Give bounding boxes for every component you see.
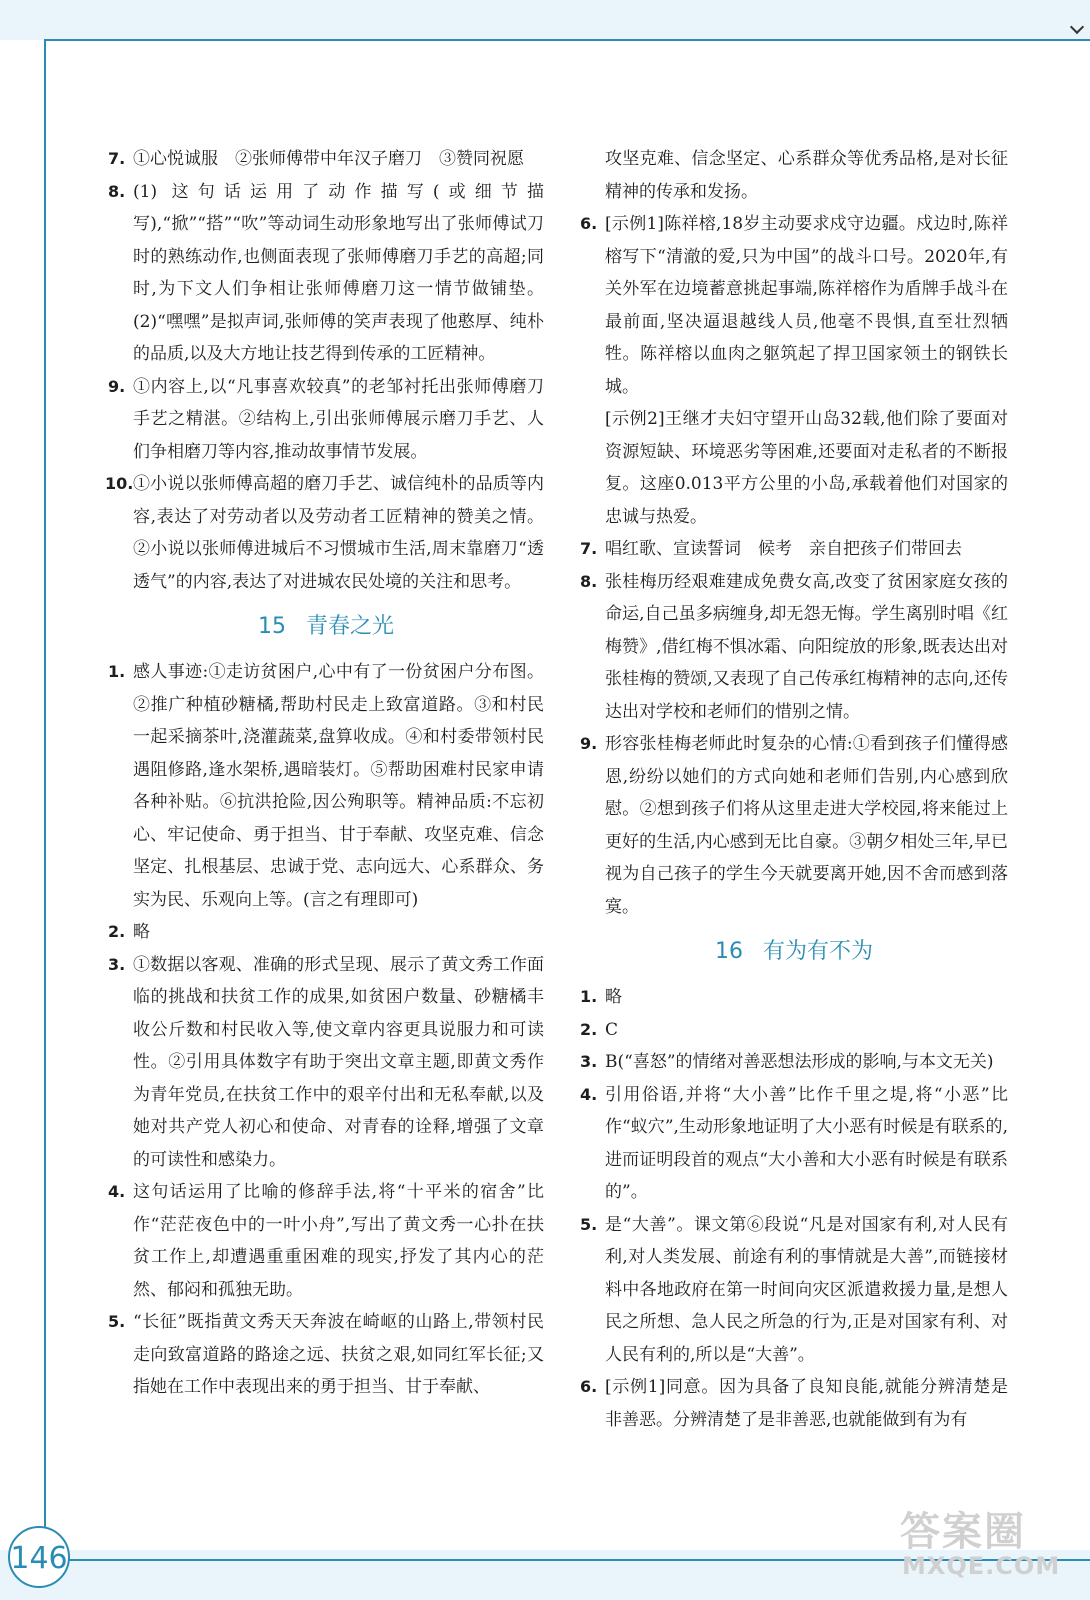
item-number: 2. — [108, 922, 126, 941]
item-number: 4. — [580, 1084, 598, 1104]
top-band — [0, 0, 1090, 40]
item-text: 略 — [605, 987, 622, 1007]
section-heading-15 — [108, 612, 544, 642]
item-text: ①内容上,以“凡事喜欢较真”的老邹衬托出张师傅磨刀手艺之精湛。②结构上,引出张师傅展示磨刀手艺、人们争相磨刀等内容,推动故事情节发展。 — [133, 376, 544, 462]
watermark-logo — [900, 1500, 1070, 1590]
answer-item — [108, 949, 544, 1177]
item-text: [示例1]同意。因为具备了良知良能,就能分辨清楚是非善恶。分辨清楚了是非善恶,也就能做到有为有 — [605, 1377, 1008, 1430]
item-number: 6. — [580, 214, 598, 233]
answer-item — [108, 143, 544, 176]
item-text: 感人事迹:①走访贫困户,心中有了一份贫困户分布图。②推广种植砂糖橘,帮助村民走上致富道路。③和村民一起采摘茶叶,浇灌蔬菜,盘算收成。④和村委带领村民遇阻修路,逢水架桥,遇暗装灯。⑤帮助困难村民家申请各种补贴。⑥抗洪抢险,因公殉职等。精神品质:不忘初心、牢记使命、勇于担当、甘于奉献、攻坚克难、信念坚定、扎根基层、忠诚于党、志向远大、心系群众、务实为民、乐观向上等。(言之有理即可) — [133, 662, 544, 910]
answer-item — [580, 1209, 1008, 1372]
item-number: 9. — [108, 376, 126, 396]
item-number: 8. — [580, 571, 598, 591]
item-text: “长征”既指黄文秀天天奔波在崎岖的山路上,带领村民走向致富道路的路途之远、扶贫之艰,如同红军长征;又指她在工作中表现出来的勇于担当、甘于奉献、 — [133, 1312, 544, 1397]
item-text: 是“大善”。课文第⑥段说“凡是对国家有利,对人民有利,对人类发展、前途有利的事情就是大善”,而链接材料中各地政府在第一时间向灾区派遣救援力量,是想人民之所想、急人民之所急的行为,正是对国家有利、对人民有利的,所以是“大善”。 — [605, 1214, 1008, 1365]
item-number: 7. — [108, 149, 126, 168]
item-number: 5. — [580, 1214, 598, 1234]
item-number: 6. — [580, 1377, 598, 1396]
item-number: 3. — [580, 1052, 598, 1071]
item-number: 1. — [580, 987, 598, 1006]
section-number: 16 — [714, 939, 743, 964]
item-text: 这句话运用了比喻的修辞手法,将“十平米的宿舍”比作“茫茫夜色中的一叶小舟”,写出了黄文秀一心扑在扶贫工作上,却遭遇重重困难的现实,抒发了其内心的茫然、郁闷和孤独无助。 — [133, 1182, 544, 1300]
left-border-line — [44, 39, 46, 1534]
section-title: 青春之光 — [305, 614, 394, 639]
answer-item — [108, 176, 544, 371]
answer-item — [580, 533, 1008, 566]
item-text: ①数据以客观、准确的形式呈现、展示了黄文秀工作面临的挑战和扶贫工作的成果,如贫困户数量、砂糖橘丰收公斤数和村民收入等,使文章内容更具说服力和可读性。②引用具体数字有助于突出文章主题,即黄文秀作为青年党员,在扶贫工作中的艰辛付出和无私奉献,以及她对共产党人初心和使命、对青春的诠释,增强了文章的可读性和感染力。 — [133, 954, 544, 1170]
item-text: B(“喜怒”的情绪对善恶想法形成的影响,与本文无关) — [605, 1052, 994, 1072]
left-column — [105, 143, 544, 1404]
section-number: 15 — [257, 614, 286, 639]
answer-item — [108, 656, 544, 916]
item-number: 4. — [108, 1182, 126, 1201]
continued-text: 攻坚克难、信念坚定、心系群众等优秀品格,是对长征精神的传承和发扬。 — [605, 149, 1008, 202]
watermark-text: 答案圈 — [900, 1509, 1026, 1555]
answer-item — [580, 566, 1008, 729]
watermark-url: MXQE.COM — [902, 1552, 1061, 1580]
item-number: 8. — [108, 181, 126, 201]
answer-item — [105, 468, 544, 598]
item-number: 5. — [108, 1312, 126, 1331]
answer-item — [108, 1176, 544, 1306]
page-number: 146 — [8, 1526, 70, 1588]
answer-item — [108, 916, 544, 949]
answer-item — [580, 728, 1008, 923]
item-number: 10. — [105, 474, 134, 493]
item-text: (1) 这句话运用了动作描写(或细节描写),“掀”“搭”“吹”等动词生动形象地写出了张师傅试刀时的熟练动作,也侧面表现了张师傅磨刀手艺的高超;同时,为下文人们争相让张师傅磨刀这一情节做铺垫。(2)“嘿嘿”是拟声词,张师傅的笑声表现了他憨厚、纯朴的品质,以及大方地让技艺得到传承的工匠精神。 — [133, 181, 544, 364]
item-number: 7. — [580, 539, 598, 558]
item-text: 引用俗语,并将“大小善”比作千里之堤,将“小恶”比作“蚁穴”,生动形象地证明了大小恶有时候是有联系的,进而证明段首的观点“大小善和大小恶有时候是有联系的”。 — [605, 1084, 1008, 1202]
item-text: 形容张桂梅老师此时复杂的心情:①看到孩子们懂得感恩,纷纷以她们的方式向她和老师们告别,内心感到欣慰。②想到孩子们将从这里走进大学校园,将来能过上更好的生活,内心感到无比自豪。③朝夕相处三年,早已视为自己孩子的学生今天就要离开她,因不舍而感到落寞。 — [605, 734, 1008, 917]
section-heading-16 — [580, 937, 1008, 967]
answer-item — [580, 1046, 1008, 1079]
item-text: 张桂梅历经艰难建成免费女高,改变了贫困家庭女孩的命运,自己虽多病缠身,却无怨无悔。学生离别时唱《红梅赞》,借红梅不惧冰霜、向阳绽放的形象,既表达出对张桂梅的赞颂,又表现了自己传承红梅精神的志向,还传达出对学校和老师们的惜别之情。 — [605, 571, 1008, 722]
answer-item — [108, 1306, 544, 1404]
right-column — [580, 143, 1008, 1436]
answer-item — [580, 1079, 1008, 1209]
answer-item — [580, 981, 1008, 1014]
item-number: 1. — [108, 662, 126, 681]
item-number: 3. — [108, 954, 126, 974]
item-number: 2. — [580, 1019, 598, 1039]
answer-item — [580, 1371, 1008, 1436]
top-border-line — [44, 39, 1090, 41]
item-text: 略 — [133, 922, 150, 942]
item-text: C — [605, 1019, 619, 1040]
item-number: 9. — [580, 734, 598, 753]
item-text: ①心悦诚服 ②张师傅带中年汉子磨刀 ③赞同祝愿 — [133, 149, 524, 169]
section-title: 有为有不为 — [762, 939, 873, 964]
answer-item — [580, 1014, 1008, 1047]
item-text: ①小说以张师傅高超的磨刀手艺、诚信纯朴的品质等内容,表达了对劳动者以及劳动者工匠精神的赞美之情。②小说以张师傅进城后不习惯城市生活,周末靠磨刀“透透气”的内容,表达了对进城农民处境的关注和思考。 — [133, 474, 544, 592]
continued-text: [示例2]王继才夫妇守望开山岛32载,他们除了要面对资源短缺、环境恶劣等困难,还要面对走私者的不断报复。这座0.013平方公里的小岛,承载着他们对国家的忠诚与热爱。 — [605, 409, 1008, 527]
item-text: [示例1]陈祥榕,18岁主动要求戍守边疆。戍边时,陈祥榕写下“清澈的爱,只为中国”的战斗口号。2020年,有关外军在边境蓄意挑起事端,陈祥榕作为盾牌手战斗在最前面,坚决逼退越线人员,他毫不畏惧,直至壮烈牺牲。陈祥榕以血肉之躯筑起了捍卫国家领土的钢铁长城。 — [605, 214, 1008, 397]
answer-item — [108, 371, 544, 469]
item-text: 唱红歌、宣读誓词 候考 亲自把孩子们带回去 — [605, 539, 962, 559]
answer-item — [580, 208, 1008, 403]
